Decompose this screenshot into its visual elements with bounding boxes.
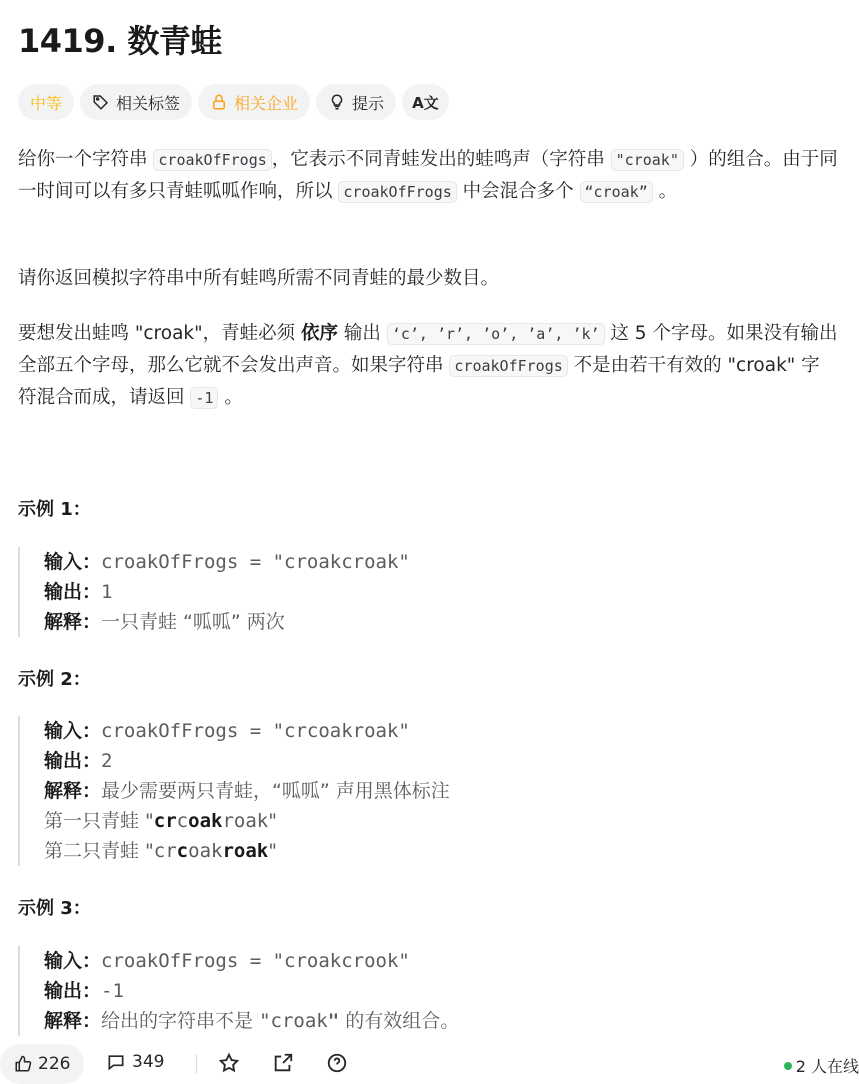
text: 要想发出蛙鸣 "croak"，青蛙必须	[18, 323, 302, 344]
example-output-row	[44, 577, 410, 607]
output-value: -1	[101, 980, 124, 1002]
text: 给你一个字符串	[18, 149, 154, 170]
action-bar	[0, 1044, 859, 1074]
inline-code: ‘c’, ’r’, ’o’, ’a’, ’k’	[387, 323, 605, 345]
example-explain-row	[44, 1006, 459, 1036]
inline-code: croakOfFrogs	[449, 355, 567, 377]
output-value: 2	[101, 750, 113, 772]
explain-code: "croak	[259, 1010, 328, 1032]
example-explain-row	[44, 607, 410, 637]
related-tags-label: 相关标签	[116, 93, 181, 113]
example-2-block	[18, 716, 450, 866]
related-companies-label: 相关企业	[234, 93, 299, 113]
input-value: croakOfFrogs = "croakcroak"	[101, 551, 410, 573]
example-frog-1-row	[44, 806, 450, 836]
explain-label: 解释：	[44, 1010, 102, 1032]
inline-code: croakOfFrogs	[338, 181, 456, 203]
hint-button[interactable]	[316, 84, 396, 120]
description-paragraph-1	[18, 144, 838, 208]
input-value: croakOfFrogs = "croakcrook"	[101, 950, 410, 972]
explain-label: 解释：	[44, 780, 102, 802]
inline-code: croakOfFrogs	[153, 149, 271, 171]
related-tags-button[interactable]	[80, 84, 192, 120]
output-value: 1	[101, 581, 113, 603]
hint-label: 提示	[352, 93, 385, 113]
explain-label: 解释：	[44, 611, 102, 633]
bold-segment: roak	[222, 840, 269, 862]
related-companies-button[interactable]	[198, 84, 310, 120]
share-button[interactable]	[272, 1052, 294, 1074]
segment: c	[176, 810, 189, 832]
question-icon	[326, 1052, 348, 1074]
example-3-title: 示例 3：	[18, 898, 91, 919]
problem-title: 1419. 数青蛙	[18, 22, 222, 60]
example-input-row	[44, 946, 459, 976]
example-1-title: 示例 1：	[18, 499, 91, 520]
text: 。	[218, 387, 243, 408]
favorite-button[interactable]	[218, 1052, 240, 1074]
bold-segment: oak	[188, 810, 223, 832]
bold-segment: c	[176, 840, 189, 862]
explain-text: 一只青蛙 “呱呱” 两次	[101, 611, 285, 633]
explain-text: 给出的字符串不是	[101, 1010, 260, 1032]
difficulty-badge	[18, 84, 74, 120]
output-label: 输出：	[44, 581, 102, 603]
comment-count: 349	[132, 1052, 165, 1072]
comments-button[interactable]	[106, 1052, 164, 1072]
segment: cr	[153, 840, 177, 862]
bold-text: 依序	[301, 323, 339, 344]
frog-label: 第二只青蛙 "	[44, 840, 154, 862]
like-button[interactable]	[0, 1044, 84, 1084]
example-frog-2-row	[44, 836, 450, 866]
frog-label: 第一只青蛙 "	[44, 810, 154, 832]
output-label: 输出：	[44, 750, 102, 772]
text: 输出	[338, 323, 387, 344]
tag-icon	[92, 93, 110, 111]
online-count: 2 人在线	[795, 1057, 859, 1076]
output-label: 输出：	[44, 980, 102, 1002]
text: 不是由若干有效的 "croak" 字符混合而成，请返回	[18, 355, 820, 408]
inline-code: “croak”	[580, 181, 653, 203]
text: 。	[652, 181, 678, 202]
translate-button[interactable]	[402, 84, 449, 120]
thumbs-up-icon	[14, 1055, 32, 1073]
description-paragraph-3	[18, 318, 838, 414]
bold-segment: cr	[153, 810, 177, 832]
input-label: 输入：	[44, 950, 102, 972]
lock-icon	[210, 93, 228, 111]
segment: roak	[222, 810, 269, 832]
difficulty-label: 中等	[30, 93, 63, 113]
quote: "	[268, 840, 277, 862]
star-icon	[218, 1052, 240, 1074]
share-icon	[272, 1052, 294, 1074]
example-3-block	[18, 946, 459, 1036]
input-label: 输入：	[44, 551, 102, 573]
example-1-block	[18, 547, 410, 637]
example-2-title: 示例 2：	[18, 669, 91, 690]
quote: "	[268, 810, 277, 832]
tag-bar	[18, 84, 449, 120]
inline-code: "croak"	[611, 149, 684, 171]
translate-icon: A文	[412, 93, 439, 112]
example-output-row	[44, 746, 450, 776]
text: 中会混合多个	[456, 181, 580, 202]
example-input-row	[44, 547, 410, 577]
lightbulb-icon	[328, 93, 346, 111]
comment-icon	[106, 1052, 126, 1072]
divider	[196, 1054, 197, 1074]
text: 这 5 个字母。如果没有输出全部五个字母，那么它就不会发出声音。如果字符串	[18, 323, 838, 376]
explain-text: 的有效组合。	[339, 1010, 460, 1032]
example-input-row	[44, 716, 450, 746]
online-indicator	[784, 1054, 859, 1077]
explain-quote: "	[327, 1010, 340, 1032]
example-output-row	[44, 976, 459, 1006]
explain-text: 最少需要两只青蛙，“呱呱” 声用黑体标注	[101, 780, 450, 802]
text: ）的组合。由于同一时间可以有多只青蛙呱呱作响，所以	[18, 149, 838, 202]
description-paragraph-2: 请你返回模拟字符串中所有蛙鸣所需不同青蛙的最少数目。	[18, 268, 500, 289]
online-dot	[784, 1062, 792, 1070]
input-value: croakOfFrogs = "crcoakroak"	[101, 720, 410, 742]
text: ，它表示不同青蛙发出的蛙鸣声（字符串	[271, 149, 611, 170]
inline-code: -1	[190, 387, 218, 409]
help-button[interactable]	[326, 1052, 348, 1074]
example-explain-row	[44, 776, 450, 806]
input-label: 输入：	[44, 720, 102, 742]
like-count: 226	[38, 1054, 71, 1074]
segment: oak	[188, 840, 223, 862]
